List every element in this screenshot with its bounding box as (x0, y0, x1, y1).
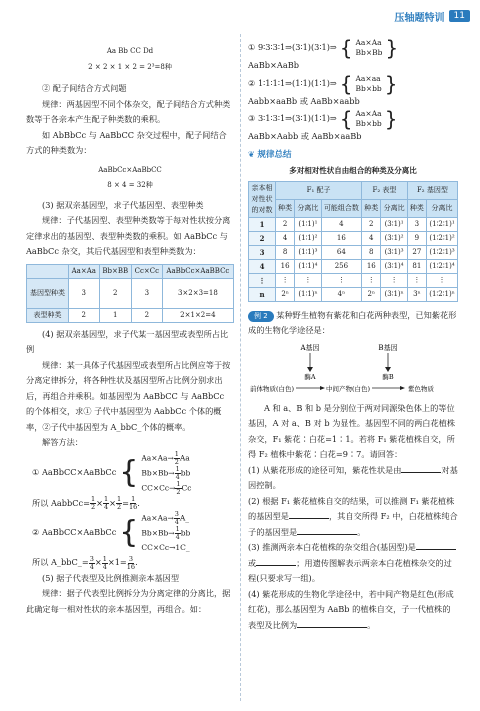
tbl-r0-c1: 2 (99, 278, 131, 308)
tbl-r0-c0: 3 (68, 278, 99, 308)
question-1: (1) 从紫花形成的途径可知，紫花性状是由 对基因控制。 (248, 464, 458, 490)
para-1: ② 配子间结合方式问题 (42, 83, 127, 93)
pw-gene-b: B基因 (378, 343, 398, 352)
example-intro: 例 2 某种野生植物有紫花和白花两种表型，已知紫花形成的生物化学途径是： (248, 309, 457, 335)
t-s3: 种类 (362, 199, 381, 217)
answer-blank-5[interactable] (256, 556, 296, 566)
question-4: (4) 紫花形成的生物化学途径中，若中间产物是红色(形成红花)，那么基因型为 AaBb 的植株自交，子一代植株的表型及比例为 。 (248, 588, 454, 630)
s1-b3: CC×Cc→ $\frac{1}{2}$ Cc (141, 479, 192, 496)
table-row: 3 8 (1∶1)³ 64 8 (3∶1)³ 27 (1∶2∶1)³ (249, 245, 458, 259)
t-h0: 亲本相对性状的对数 (249, 181, 276, 217)
page-header (395, 8, 470, 24)
tbl-r1-c1: 1 (99, 308, 131, 322)
page-number: 11 (449, 10, 470, 22)
genotype-table (26, 264, 234, 323)
tbl-r1-c2: 2 (131, 308, 162, 322)
table-row: 2 4 (1∶1)² 16 4 (3∶1)² 9 (1∶2∶1)² (249, 231, 458, 245)
tbl-r1-label: 表型种类 (27, 308, 69, 322)
s1-b1: Aa×Aa→ $\frac{1}{2}$ Aa (141, 449, 190, 466)
s2-result: 所以 A_bbC_= $\frac{3}{4}$ × $\frac{1}{4}$ ×1= $\frac{3}{16}$ . (32, 554, 138, 571)
answer-blank-3[interactable] (297, 525, 357, 535)
brace-1: { (119, 455, 139, 490)
example-tag: 例 2 (248, 311, 274, 322)
question-3: (3) 推测两亲本白花植株的杂交组合(基因型)是或 ；用遗传图解表示两亲本白花植株杂交的过程(只要求写一组)。 (248, 540, 458, 587)
para-7: 规律：某一具体子代基因型或表型所占比例应等于按分离定律拆分，将各种性状及基因型所占比例分别求出后，再组合并乘积。如基因型为 AaBbCC 与 AaBbCc 的个体相交，求① 子代中基因型为 AabbCc 个体的概率，②子代中基因型为 A_bbC_个体的概率。 (26, 359, 231, 432)
right-column (248, 38, 458, 633)
rule-1-result: AaBb×AaBb (248, 60, 299, 70)
rule-2-result: Aabb×aaBb 或 AaBb×aabb (248, 95, 360, 106)
para-9: (5) 据子代表型及比例推测亲本基因型 (42, 572, 180, 583)
para-5: 规律：子代基因型、表型种类数等于每对性状按分离定律求出的基因型、表型种类数的乘积。如 AaBbCc 与 AaBbCc 杂交，其后代基因型和表型种类数为： (26, 215, 231, 256)
cross-calc: 8 × 4 = 32种 (107, 181, 153, 189)
tbl-r1-c0: 2 (68, 308, 99, 322)
tbl-h0 (27, 264, 69, 278)
s2-b1: Aa×Aa→ $\frac{3}{4}$ A_ (141, 510, 190, 526)
rule-3: ③ 3∶1∶3∶1⇒(3∶1)(1∶1)⇒ { Aa×Aa Bb×bb } (248, 107, 398, 131)
tbl-h3: Cc×Cc (131, 264, 162, 278)
t-s2: 可能组合数 (321, 199, 362, 217)
tbl-h4: AaBbCc×AaBBCc (162, 264, 233, 278)
para-10: 规律：据子代表型比例拆分为分离定律的分离比，据此确定每一相对性状的亲本基因型，再组合。如： (26, 588, 231, 614)
answer-blank-4[interactable] (416, 540, 456, 550)
s2-b2: Bb×Bb→ $\frac{1}{4}$ bb (141, 525, 191, 541)
tbl-h1: Aa×Aa (68, 264, 99, 278)
table-row: 1 2 (1∶1)¹ 4 2 (3∶1)¹ 3 (1∶2∶1)¹ (249, 217, 458, 231)
question-stem: A 和 a、B 和 b 是分别位于两对同源染色体上的等位基因，A 对 a、B 对 b 为显性。基因型不同的两白花植株杂交，F₁ 紫花∶白花=1∶1。若将 F₁ 紫花植株自交，所得 F₂ 植株中紫花∶白花=9∶7。请回答： (248, 402, 456, 459)
tbl-r0-c2: 3 (131, 278, 162, 308)
table-title: 多对相对性状自由组合的种类及分离比 (289, 166, 417, 175)
tbl-r1-c3: 2×1×2=4 (162, 308, 233, 322)
pw-mid: 中间产物(白色) (326, 384, 371, 393)
rule-3-result: AaBb×Aabb 或 AaBb×aaBb (248, 131, 362, 141)
cross-top: AaBbCc×AaBbCC (98, 165, 162, 174)
summary-table (248, 181, 458, 302)
t-h3: F₂ 基因型 (407, 181, 457, 199)
left-column (26, 38, 234, 617)
rule-1: ① 9∶3∶3∶1⇒(3∶1)(3∶1)⇒ { Aa×Aa Bb×Bb } (248, 36, 399, 60)
tbl-r0-c3: 3×2×3=18 (162, 278, 233, 308)
pw-gene-a: A基因 (300, 343, 320, 352)
pw-arrowhead-a (307, 367, 313, 372)
para-2: 规律：两基因型不同个体杂交，配子间结合方式种类数等于各亲本产生配子种类数的乘积。 (26, 98, 231, 124)
r2b-0: Aa×aa (355, 73, 381, 83)
rule-2: ② 1∶1∶1∶1⇒(1∶1)(1∶1)⇒ { Aa×aa Bb×bb } (248, 71, 398, 96)
para-6: (4) 据双亲基因型，求子代某一基因型或表型所占比例 (26, 328, 229, 354)
solution-1 (32, 451, 234, 496)
tbl-r0-label: 基因型种类 (27, 278, 69, 308)
pathway-diagram (248, 341, 458, 399)
s1-b2: Bb×Bb→ $\frac{1}{4}$ bb (141, 464, 191, 481)
t-s1: 分离比 (295, 199, 321, 217)
s2-b3: CC×Cc→1C_ (141, 543, 190, 552)
pw-arrowhead-1 (320, 386, 325, 390)
solution-2 (32, 511, 234, 555)
t-s0: 种类 (276, 199, 295, 217)
pw-end: 紫色物质 (408, 384, 434, 393)
r1b-0: Aa×Aa (355, 38, 382, 47)
table-row: 4 16 (1∶1)⁴ 256 16 (3∶1)⁴ 81 (1∶2∶1)⁴ (249, 259, 458, 273)
r2b-1: Bb×bb (355, 83, 382, 93)
header-title: 压轴题特训 (394, 12, 445, 24)
s1-result: 所以 AabbCc= $\frac{1}{2}$ × $\frac{1}{4}$ × $\frac{1}{2}$ = $\frac{1}{16}$ . (32, 495, 140, 511)
s1-left: ① AaBbCC×AaBbCc (32, 467, 117, 478)
r3b-1: Bb×bb (355, 119, 382, 128)
pw-enz-a: 酶A (304, 372, 316, 381)
t-h2: F₂ 表型 (362, 181, 408, 199)
para-4: (3) 据双亲基因型，求子代基因型、表型种类 (42, 199, 204, 210)
r3b-0: Aa×Aa (355, 109, 382, 118)
answer-blank-2[interactable] (289, 509, 329, 519)
r1b-1: Bb×Bb (355, 48, 383, 57)
t-s5: 种类 (407, 199, 426, 217)
law-heading: ❦ 规律总结 (248, 148, 292, 160)
pw-arrowhead-b (385, 367, 391, 372)
tbl-h2: Bb×BB (99, 264, 131, 278)
bookmark-icon: ❦ (248, 148, 255, 159)
answer-blank-6[interactable] (297, 618, 367, 628)
t-s4: 分离比 (381, 199, 407, 217)
question-2: (2) 根据 F₁ 紫花植株自交的结果，可以推测 F₁ 紫花植株的基因型是 ，其自交所得 F₂ 中，白花植株纯合子的基因型是 。 (248, 495, 458, 537)
brace-2: { (119, 515, 139, 550)
para-3: 如 AbBbCc 与 AaBbCC 杂交过程中，配子间结合方式的种类数为： (26, 129, 227, 155)
s2-left: ② AaBbCC×AaBbCc (32, 527, 117, 538)
para-8: 解答方法： (42, 437, 83, 447)
t-h1: F₁ 配子 (276, 181, 362, 199)
pw-enz-b: 酶B (382, 372, 394, 381)
answer-blank-1[interactable] (401, 463, 441, 473)
table-row: n 2ⁿ (1∶1)ⁿ 4ⁿ 2ⁿ (3∶1)ⁿ 3ⁿ (1∶2∶1)ⁿ (249, 287, 458, 301)
pw-pre: 前体物质(白色) (250, 384, 295, 393)
genes-top: Aa Bb CC Dd (106, 47, 154, 55)
genes-calc: 2 × 2 × 1 × 2 = 2³=8种 (88, 62, 172, 71)
table-row: ⋮ ⋮ ⋮ ⋮ ⋮ ⋮ ⋮ ⋮ (249, 273, 458, 287)
pw-arrowhead-2 (400, 386, 405, 390)
column-divider (240, 34, 241, 701)
t-s6: 分离比 (427, 199, 458, 217)
